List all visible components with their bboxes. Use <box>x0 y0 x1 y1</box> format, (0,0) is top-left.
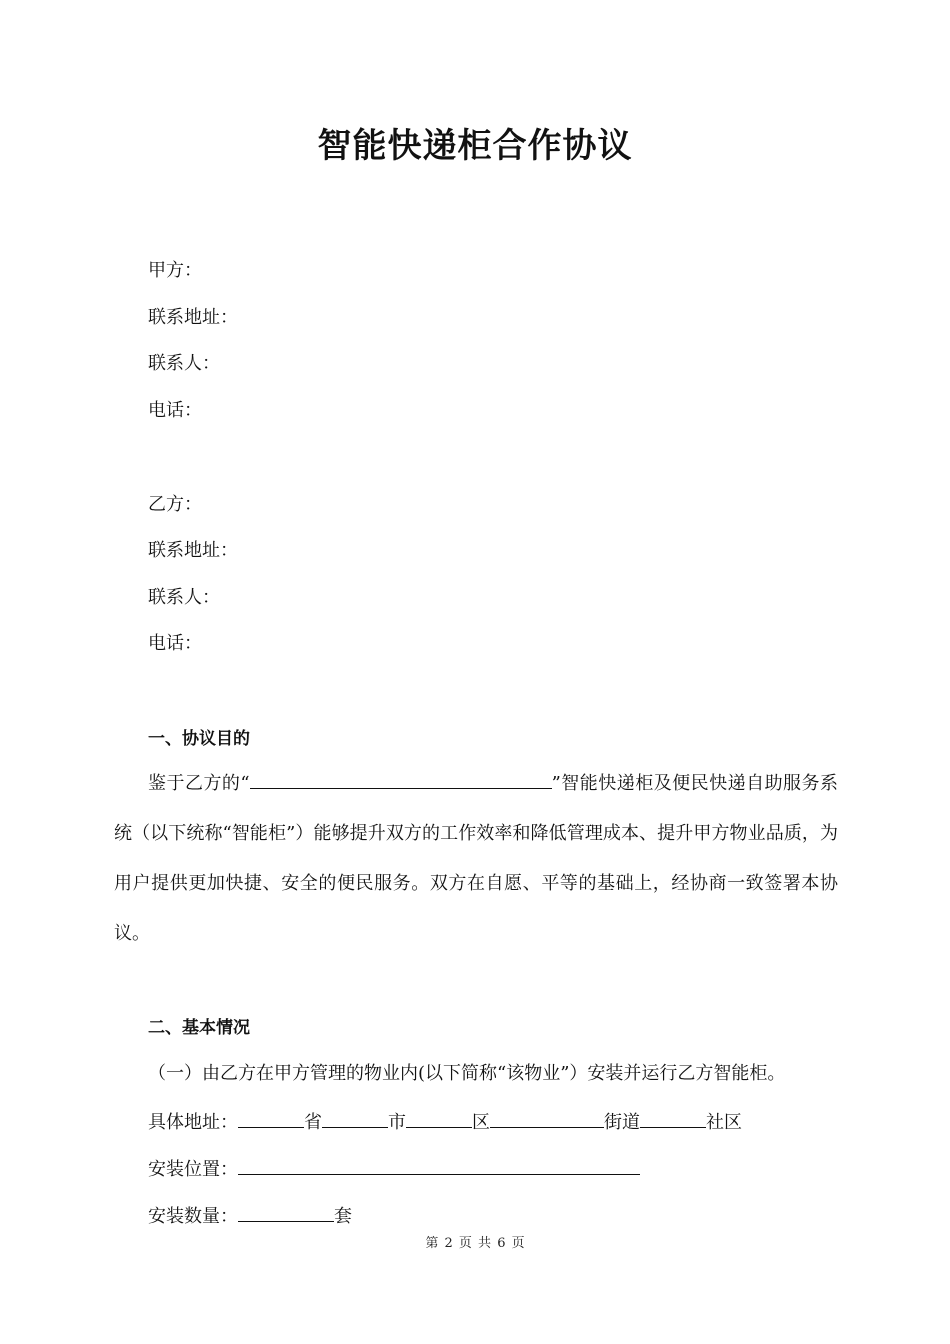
install-quantity-blank <box>238 1203 334 1222</box>
section1-text-after: ”智能快递柜及便民快递自助服务系统（以下统称“智能柜”）能够提升双方的工作效率和降低管理成本、提升甲方物业品质，为用户提供更加快捷、安全的便民服务。双方在自愿、平等的基础上，经协商一致签署本协议。 <box>114 773 839 944</box>
district-label: 区 <box>472 1112 490 1133</box>
install-quantity-label: 安装数量： <box>148 1206 238 1227</box>
province-label: 省 <box>304 1112 322 1133</box>
section2-heading: 二、基本情况 <box>148 1018 250 1038</box>
section1-text-before: 鉴于乙方的“ <box>148 773 250 794</box>
party-b-address-label: 联系地址： <box>148 540 238 561</box>
party-a-label: 甲方： <box>148 260 202 281</box>
party-a-address-label: 联系地址： <box>148 307 238 328</box>
document-title: 智能快递柜合作协议 <box>317 126 633 166</box>
party-a-contact-label: 联系人： <box>148 353 220 374</box>
community-label: 社区 <box>706 1112 742 1133</box>
install-location-blank <box>238 1156 640 1175</box>
section1-paragraph <box>114 759 838 959</box>
install-address-line <box>148 1109 742 1135</box>
install-quantity-unit: 套 <box>334 1206 352 1227</box>
province-blank <box>238 1109 304 1128</box>
section2-item1: （一）由乙方在甲方管理的物业内(以下简称“该物业”）安装并运行乙方智能柜。 <box>148 1063 786 1084</box>
community-blank <box>640 1109 706 1128</box>
street-blank <box>490 1109 604 1128</box>
install-address-label: 具体地址： <box>148 1112 238 1133</box>
party-b-phone-label: 电话： <box>148 633 202 654</box>
district-blank <box>406 1109 472 1128</box>
city-label: 市 <box>388 1112 406 1133</box>
page-number: 第 2 页 共 6 页 <box>425 1236 525 1251</box>
party-b-label: 乙方： <box>148 494 202 515</box>
section1-heading: 一、协议目的 <box>148 729 250 749</box>
city-blank <box>322 1109 388 1128</box>
street-label: 街道 <box>604 1112 640 1133</box>
party-b-contact-label: 联系人： <box>148 587 220 608</box>
install-location-label: 安装位置： <box>148 1159 238 1180</box>
party-a-phone-label: 电话： <box>148 400 202 421</box>
project-name-blank <box>250 770 552 789</box>
install-quantity-line <box>148 1203 352 1229</box>
install-location-line <box>148 1156 640 1182</box>
